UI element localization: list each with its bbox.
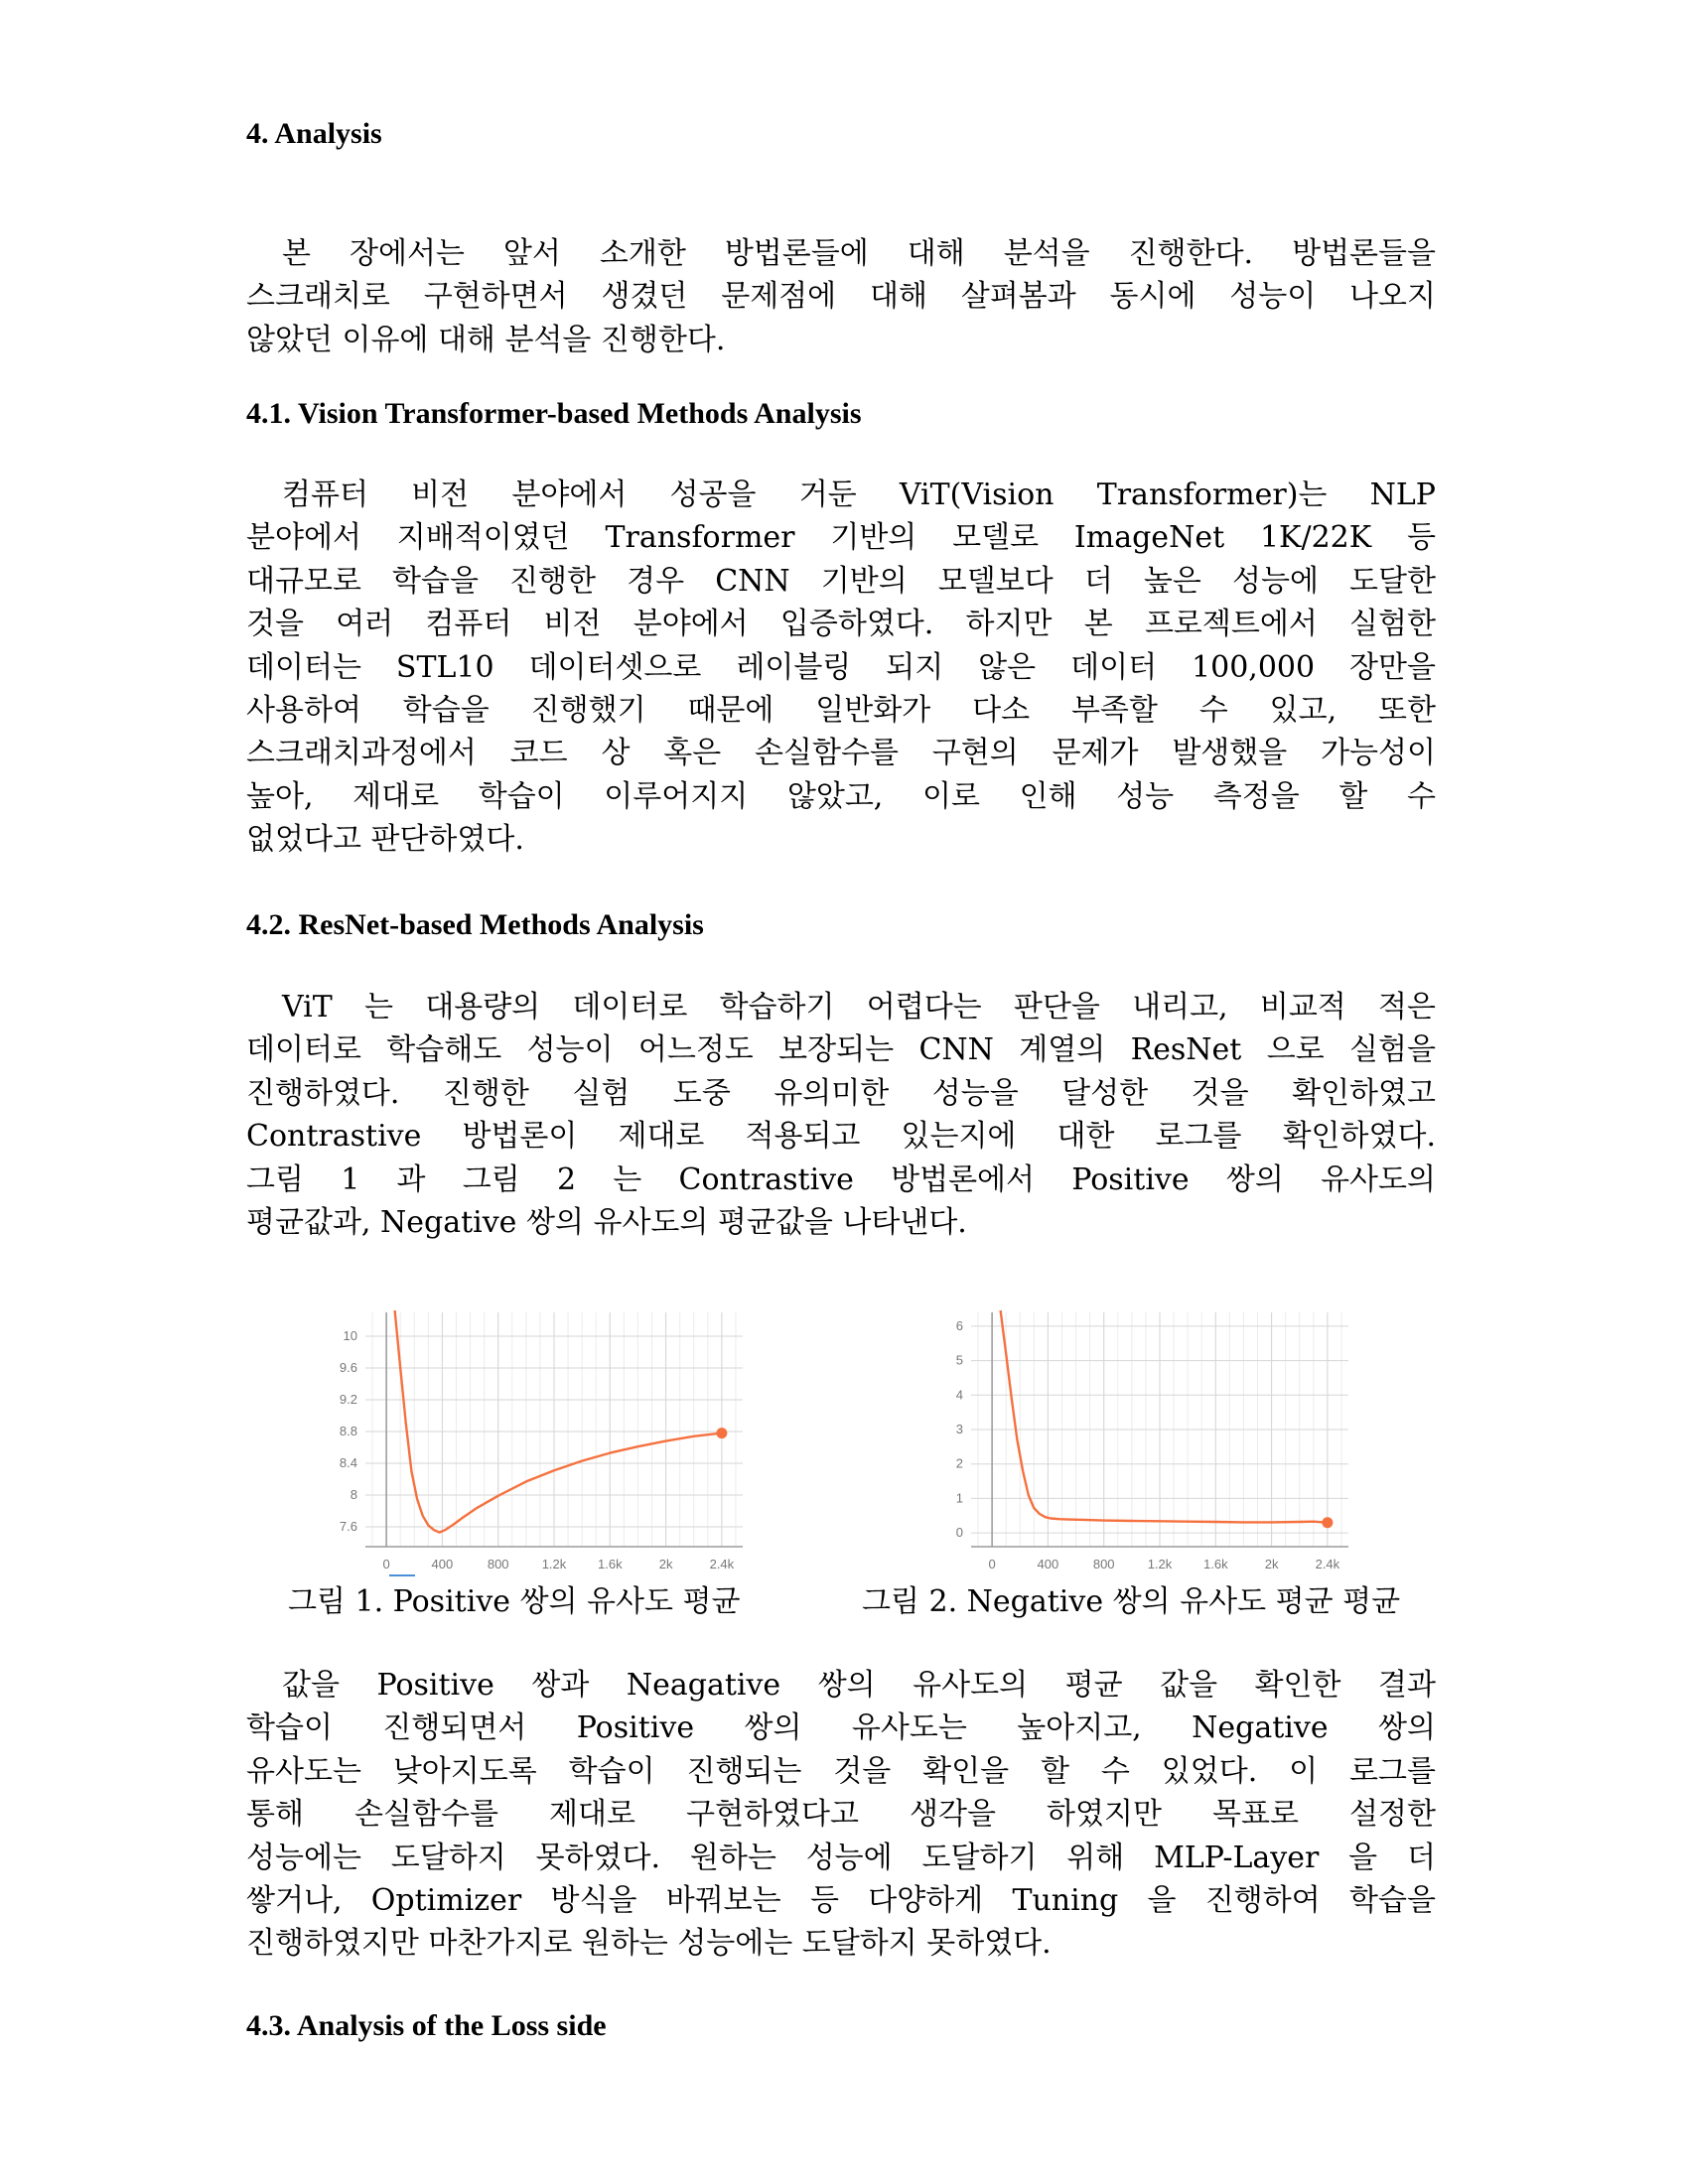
x-tick-label: 2k [658,1557,673,1571]
intro-paragraph [246,232,1436,361]
x-tick-label: 0 [988,1557,996,1571]
series-line-positive [395,1310,722,1533]
y-tick-label: 2 [955,1455,963,1471]
y-tick-label: 9.2 [339,1392,357,1407]
series-end-point [716,1428,727,1438]
para-line: 진행하였다. 진행한 실험 도중 유의미한 성능을 달성한 것을 확인하였고 [246,1075,1436,1111]
y-tick-label: 1 [955,1490,963,1506]
x-tick-label: 400 [1037,1557,1059,1571]
series-end-point [1322,1517,1333,1528]
para-line: 높아, 제대로 학습이 이루어지지 않았고, 이로 인해 성능 측정을 할 수 [246,778,1436,814]
para-line: 데이터는 STL10 데이터셋으로 레이블링 되지 않은 데이터 100,000 장만을 [246,649,1436,685]
vit-analysis-paragraph [246,474,1436,862]
figure-2-caption: 그림 2. Negative 쌍의 유사도 평균 평균 [862,1584,1401,1619]
para-line: 성능에는 도달하지 못하였다. 원하는 성능에 도달하기 위해 MLP-Layer 을 더 [246,1840,1436,1875]
y-tick-label: 8.8 [339,1424,357,1438]
para-line: 사용하여 학습을 진행했기 때문에 일반화가 다소 부족할 수 있고, 또한 [246,692,1436,728]
figure-1-caption: 그림 1. Positive 쌍의 유사도 평균 [288,1584,741,1619]
para-line: 평균값과, Negative 쌍의 유사도의 평균값을 나타낸다. [246,1204,967,1240]
subsection-heading-4-3: 4.3. Analysis of the Loss side [246,2009,607,2042]
results-paragraph [246,1664,1436,1966]
intro-line: 본 장에서는 앞서 소개한 방법론들에 대해 분석을 진행한다. 방법론들을 [282,236,1436,271]
x-tick-label: 2.4k [1315,1557,1340,1571]
intro-line: 스크래치로 구현하면서 생겼던 문제점에 대해 살펴봄과 동시에 성능이 나오지 [246,279,1436,315]
figure-2-chart [921,1300,1358,1578]
x-tick-label: 1.6k [1203,1557,1228,1571]
para-line: 없었다고 판단하였다. [246,822,524,858]
y-tick-label: 7.6 [339,1519,357,1534]
subsection-heading-4-1: 4.1. Vision Transformer-based Methods Analysis [246,397,862,430]
y-tick-label: 5 [955,1352,963,1368]
y-tick-label: 8 [350,1487,357,1502]
y-tick-label: 4 [955,1387,963,1403]
series-line-negative [1001,1310,1328,1523]
y-tick-label: 8.4 [339,1455,357,1470]
para-line: 쌓거나, Optimizer 방식을 바꿔보는 등 다양하게 Tuning 을 진행하여 학습을 [246,1882,1436,1918]
para-line: 스크래치과정에서 코드 상 혹은 손실함수를 구현의 문제가 발생했을 가능성이 [246,736,1436,771]
y-tick-label: 0 [955,1525,963,1541]
y-tick-label: 6 [955,1317,963,1333]
para-line: 학습이 진행되면서 Positive 쌍의 유사도는 높아지고, Negative 쌍의 [246,1710,1436,1746]
resnet-analysis-paragraph [246,986,1436,1244]
x-tick-label: 2k [1264,1557,1279,1571]
x-tick-label: 800 [487,1557,509,1571]
para-line: 데이터로 학습해도 성능이 어느정도 보장되는 CNN 계열의 ResNet 으로 실험을 [246,1032,1436,1068]
section-heading: 4. Analysis [246,117,382,150]
y-tick-label: 9.6 [339,1360,357,1375]
para-line: ViT 는 대용량의 데이터로 학습하기 어렵다는 판단을 내리고, 비교적 적은 [282,990,1436,1024]
para-line: 것을 여러 컴퓨터 비전 분야에서 입증하였다. 하지만 본 프로젝트에서 실험한 [246,607,1436,642]
para-line: 진행하였지만 마찬가지로 원하는 성능에는 도달하지 못하였다. [246,1926,1052,1962]
para-line: 분야에서 지배적이였던 Transformer 기반의 모델로 ImageNet 1K/22K 등 [246,520,1436,556]
para-line: 대규모로 학습을 진행한 경우 CNN 기반의 모델보다 더 높은 성능에 도달한 [246,563,1436,599]
para-line: 유사도는 낮아지도록 학습이 진행되는 것을 확인을 할 수 있었다. 이 로그를 [246,1753,1436,1789]
x-tick-label: 1.2k [1147,1557,1173,1571]
y-tick-label: 10 [343,1328,357,1343]
para-line: 컴퓨터 비전 분야에서 성공을 거둔 ViT(Vision Transformer)는 NLP [282,478,1436,512]
positive-similarity-chart [316,1300,753,1578]
para-line: 통해 손실함수를 제대로 구현하였다고 생각을 하였지만 목표로 설정한 [246,1797,1436,1833]
x-tick-label: 0 [382,1557,390,1571]
x-tick-label: 400 [431,1557,454,1571]
para-line: 그림 1 과 그림 2 는 Contrastive 방법론에서 Positive 쌍의 유사도의 [246,1161,1436,1197]
x-tick-label: 1.6k [598,1557,623,1571]
x-tick-label: 800 [1092,1557,1115,1571]
y-tick-label: 3 [955,1422,963,1436]
figure-1-chart [316,1300,753,1578]
x-tick-label: 2.4k [709,1557,735,1571]
negative-similarity-chart [921,1300,1358,1578]
para-line: 값을 Positive 쌍과 Neagative 쌍의 유사도의 평균 값을 확인한 결과 [282,1668,1436,1703]
para-line: Contrastive 방법론이 제대로 적용되고 있는지에 대한 로그를 확인하였다. [246,1119,1436,1155]
subsection-heading-4-2: 4.2. ResNet-based Methods Analysis [246,908,704,941]
intro-line: 않았던 이유에 대해 분석을 진행한다. [246,322,726,357]
x-tick-label: 1.2k [541,1557,567,1571]
